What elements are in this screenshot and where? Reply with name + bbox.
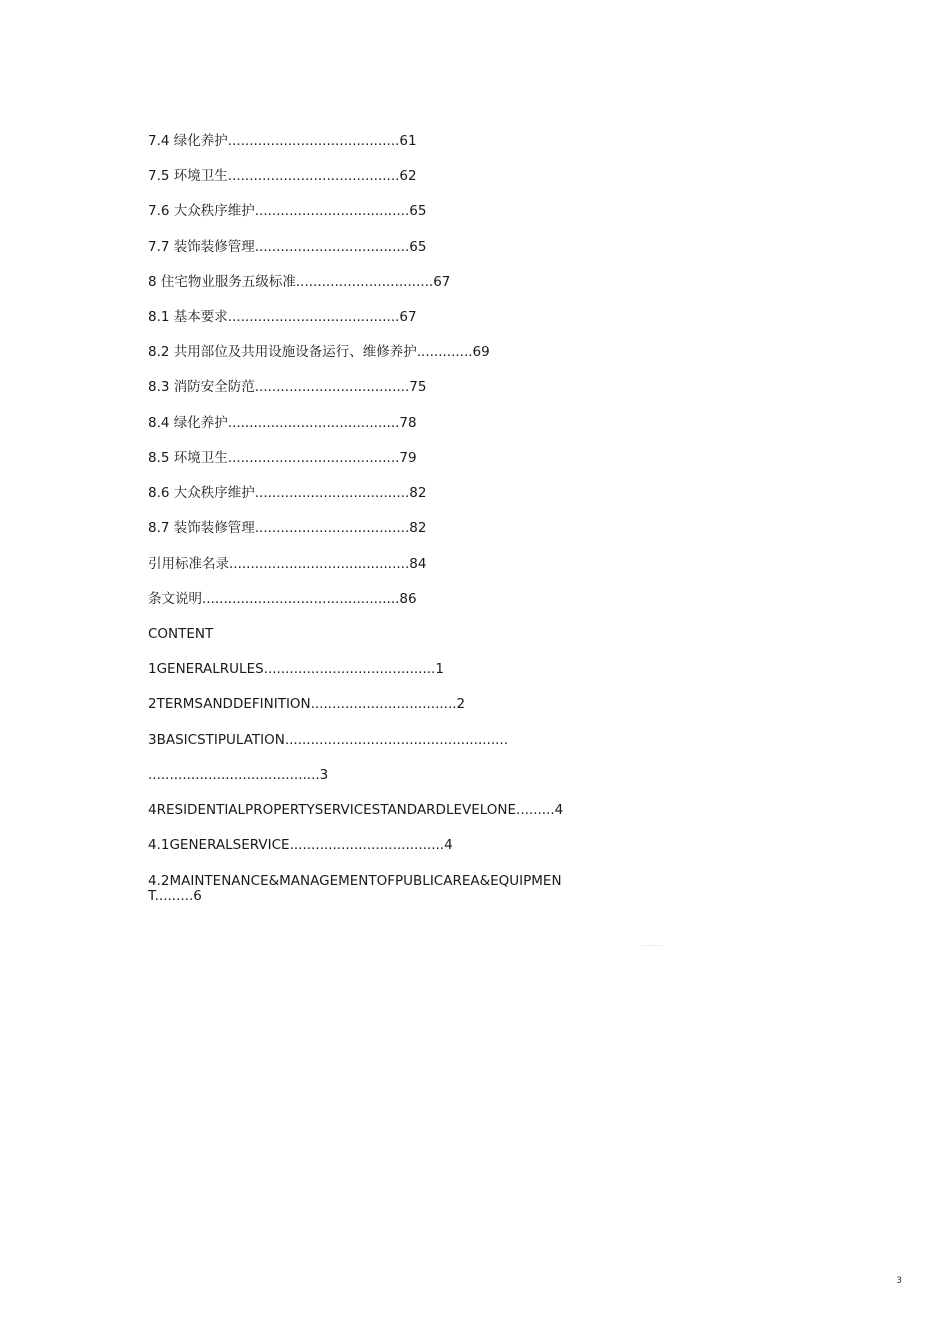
toc-entry: 3BASICSTIPULATION.................................................... bbox=[148, 732, 508, 748]
toc-heading-content: CONTENT bbox=[148, 626, 214, 642]
toc-entry: 7.5 环境卫生........................................62 bbox=[148, 168, 417, 184]
toc-entry: 8.3 消防安全防范....................................75 bbox=[148, 379, 427, 395]
toc-entry: 7.6 大众秩序维护....................................65 bbox=[148, 203, 427, 219]
toc-entry: 8.5 环境卫生........................................79 bbox=[148, 450, 417, 466]
toc-entry: 7.7 装饰装修管理....................................65 bbox=[148, 239, 427, 255]
toc-entry: 8.7 装饰装修管理....................................82 bbox=[148, 520, 427, 536]
toc-entry: ........................................3 bbox=[148, 767, 329, 783]
page-number: 3 bbox=[896, 1276, 902, 1286]
toc-entry: 条文说明..............................................86 bbox=[148, 591, 417, 607]
toc-entry: 4.2MAINTENANCE&MANAGEMENTOFPUBLICAREA&EQUIPMENT.........6 bbox=[148, 873, 562, 904]
toc-entry: 8.4 绿化养护........................................78 bbox=[148, 415, 417, 431]
toc-entry: 8.2 共用部位及共用设施设备运行、维修养护.............69 bbox=[148, 344, 490, 360]
faint-dot-leader: .......... bbox=[641, 940, 664, 948]
toc-entry: 8.1 基本要求........................................67 bbox=[148, 309, 417, 325]
toc-entry: 7.4 绿化养护........................................61 bbox=[148, 133, 417, 149]
toc-entry: 引用标准名录..........................................84 bbox=[148, 556, 427, 572]
toc-entry: 8 住宅物业服务五级标准................................67 bbox=[148, 274, 451, 290]
toc-entry: 2TERMSANDDEFINITION..................................2 bbox=[148, 696, 466, 712]
toc-entry: 4RESIDENTIALPROPERTYSERVICESTANDARDLEVELONE.........4 bbox=[148, 802, 564, 818]
toc-entry: 1GENERALRULES........................................1 bbox=[148, 661, 444, 677]
toc-entry: 4.1GENERALSERVICE....................................4 bbox=[148, 837, 453, 853]
toc-entry: 8.6 大众秩序维护....................................82 bbox=[148, 485, 427, 501]
